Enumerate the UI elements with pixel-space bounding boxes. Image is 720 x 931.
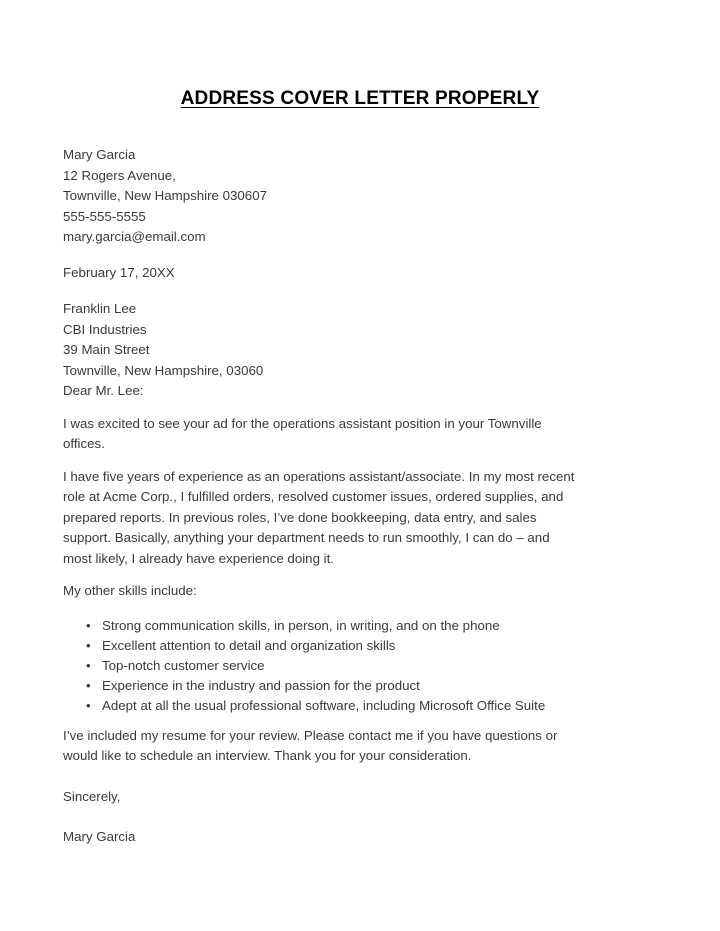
letter-date: February 17, 20XX — [63, 264, 175, 280]
list-item-text: Adept at all the usual professional software, including Microsoft Office Suite — [102, 697, 546, 713]
sender-email: mary.garcia@email.com — [63, 229, 206, 244]
list-item — [86, 636, 663, 656]
bullet-icon: • — [86, 677, 91, 693]
list-item — [86, 656, 663, 676]
paragraph-line: role at Acme Corp., I fulfilled orders, resolved customer issues, ordered supplies, and — [63, 489, 564, 504]
bullet-icon: • — [86, 637, 91, 653]
recipient-name: Franklin Lee — [63, 301, 137, 316]
paragraph-intro — [63, 414, 663, 455]
skills-intro: My other skills include: — [63, 583, 197, 598]
list-item — [86, 696, 663, 716]
skills-list — [63, 616, 663, 716]
list-item-text: Excellent attention to detail and organization skills — [102, 637, 396, 653]
sender-phone: 555-555-5555 — [63, 208, 146, 224]
paragraph-line: I was excited to see your ad for the operations assistant position in your Townville — [63, 415, 542, 431]
recipient-city: Townville, New Hampshire, 03060 — [63, 362, 264, 378]
list-item — [86, 676, 663, 696]
paragraph-line: I’ve included my resume for your review. Please contact me if you have questions or — [63, 727, 558, 743]
paragraph-line: support. Basically, anything your department needs to run smoothly, I can do – and — [63, 530, 550, 545]
paragraph-line: I have five years of experience as an operations assistant/associate. In my most recent — [63, 468, 575, 484]
sender-city: Townville, New Hampshire 030607 — [63, 188, 267, 203]
list-item — [86, 616, 663, 636]
sender-address — [63, 145, 663, 248]
signature-name: Mary Garcia — [63, 829, 136, 844]
sender-name: Mary Garcia — [63, 147, 136, 162]
salutation: Dear Mr. Lee: — [63, 383, 144, 398]
closing-phrase: Sincerely, — [63, 788, 121, 804]
paragraph-line: would like to schedule an interview. Thank you for your consideration. — [63, 748, 472, 763]
recipient-company: CBI Industries — [63, 321, 147, 337]
bullet-icon: • — [86, 657, 91, 673]
list-item-text: Strong communication skills, in person, in writing, and on the phone — [102, 617, 500, 633]
bullet-icon: • — [86, 697, 91, 713]
paragraph-closing — [63, 726, 663, 767]
paragraph-experience — [63, 467, 663, 570]
paragraph-line: prepared reports. In previous roles, I’ve done bookkeeping, data entry, and sales — [63, 509, 537, 525]
list-item-text: Experience in the industry and passion for the product — [102, 677, 420, 693]
paragraph-line: offices. — [63, 436, 105, 451]
page-title: ADDRESS COVER LETTER PROPERLY — [180, 88, 540, 109]
sender-street: 12 Rogers Avenue, — [63, 167, 176, 183]
paragraph-line: most likely, I already have experience doing it. — [63, 550, 335, 566]
letter-body — [63, 145, 663, 848]
bullet-icon: • — [86, 617, 91, 633]
list-item-text: Top-notch customer service — [102, 657, 265, 673]
recipient-address — [63, 299, 663, 402]
recipient-street: 39 Main Street — [63, 342, 150, 357]
